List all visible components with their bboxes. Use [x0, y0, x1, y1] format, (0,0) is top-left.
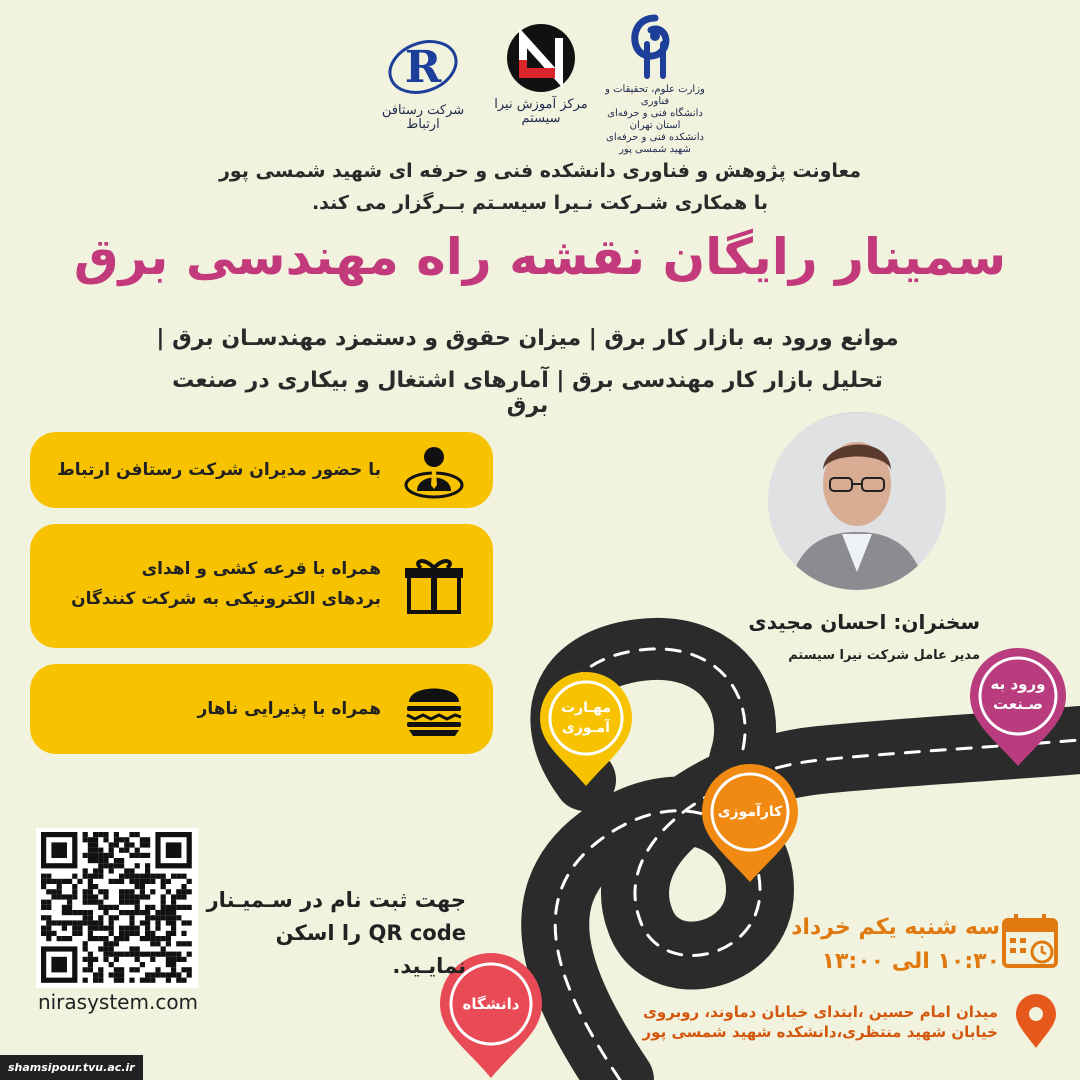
event-time: ۱۰:۳۰ الی ۱۳:۰۰ [821, 949, 1000, 974]
registration-url[interactable]: nirasystem.com [37, 990, 199, 1014]
event-date: سه شنبه یکم خرداد [791, 915, 1000, 940]
pin-industry-label: ورود به صـنعت [990, 675, 1046, 713]
topics-line-2: تحلیل بازار کار مهندسی برق | آمارهای اشتغال و بیکاری در صنعت برق [172, 368, 883, 418]
calendar-icon [1000, 910, 1060, 970]
intro-line-1: معاونت پژوهش و فناوری دانشکده فنی و حرفه ای شهید شمسی پور [218, 160, 862, 182]
registration-text: جهت ثبت نام در سـمیـنار QR code را اسکن نمایـید. [206, 888, 466, 978]
topics-line-1: موانع ورود به بازار کار برق | میزان حقوق و دستمزد مهندسـان برق | [156, 326, 899, 351]
intro-line-2: با همکاری شـرکت نـیرا سیسـتم بــرگزار می کند. [311, 192, 769, 214]
feature-card-managers-text: با حضور مدیران شرکت رستافن ارتباط [57, 460, 381, 480]
pin-internship-label: کارآموزی [717, 804, 783, 820]
speaker-name: سخنران: احسان مجیدی [748, 610, 980, 634]
feature-card-raffle-text: همراه با قرعه کشی و اهدای بردهای الکترونیکی به شرکت کنندگان [71, 559, 381, 609]
pin-skills-label: مهـارت آمـوزی [560, 700, 612, 736]
event-address: میدان امام حسین ،ابتدای خیابان دماوند، روبروی خیابان شهید منتظری،دانشکده شهید شمسی پور [642, 1003, 998, 1041]
svg-text:R: R [404, 42, 442, 93]
watermark: shamsipour.tvu.ac.ir [0, 1055, 143, 1080]
speaker-role: مدیر عامل شرکت نیرا سیستم [788, 648, 980, 663]
nira-caption: مرکز آموزش نیرا سیستم [494, 97, 588, 126]
pin-internship [698, 762, 802, 884]
page-title: سمینار رایگان نقشه راه مهندسی برق [73, 228, 1007, 286]
registration-qr-code[interactable] [36, 828, 198, 988]
pin-university-label: دانشگاه [462, 995, 520, 1013]
ministry-caption: وزارت علوم، تحقیقات و فناوری دانشگاه فنی و حرفه‌ای استان تهران دانشکده فنی و حرفه‌ای شهید شمسی پور [605, 84, 705, 155]
rastafan-caption: شرکت رستافن ارتباط [381, 103, 465, 132]
location-pin-icon [1012, 994, 1060, 1050]
feature-card-lunch-text: همراه با پذیرایی ناهار [197, 699, 381, 719]
